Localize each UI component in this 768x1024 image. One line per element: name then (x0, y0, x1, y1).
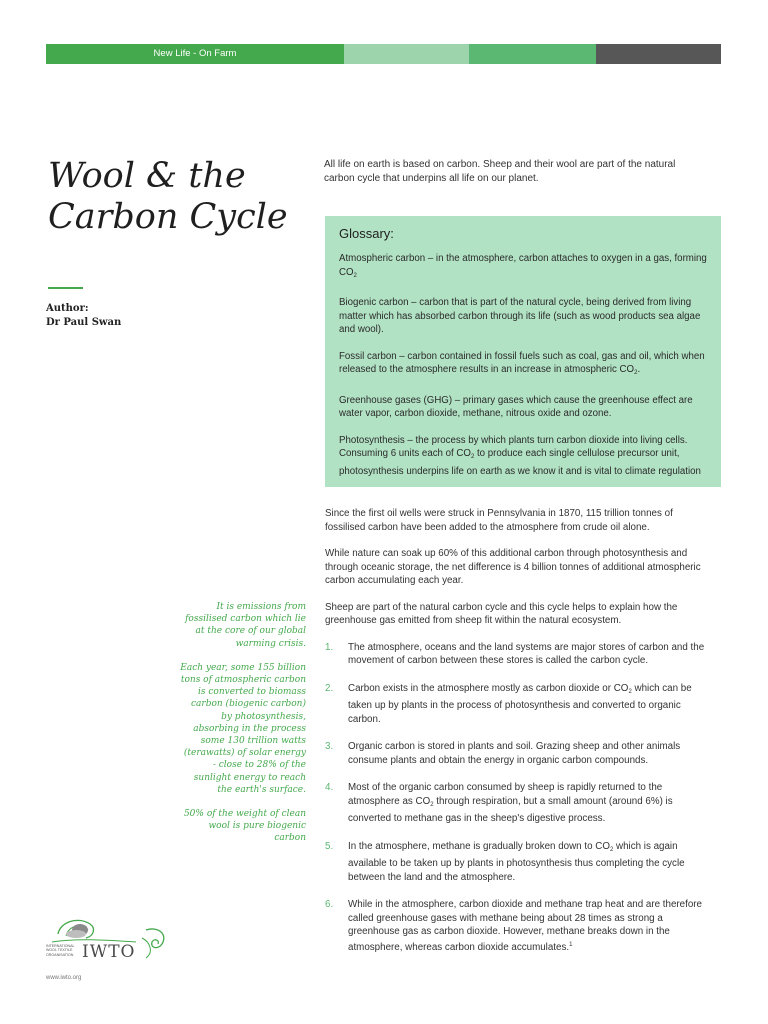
title-line: Wool & the (48, 156, 246, 196)
logo-org-text: INTERNATIONAL WOOL TEXTILE ORGANISATION (46, 944, 75, 957)
paragraph: Sheep are part of the natural carbon cycle and this cycle helps to explain how the greenhouse gas emitted from sheep fit within the natural ecosystem. (325, 601, 678, 626)
intro-text: All life on earth is based on carbon. Sheep and their wool are part of the natural carbon cycle that underpins all life on our planet. (324, 159, 676, 184)
pull-quote (180, 601, 306, 857)
header-segment (344, 44, 469, 64)
paragraph: While nature can soak up 60% of this additional carbon through photosynthesis and through oceanic storage, the net difference is 4 billion tonnes of additional atmospheric carbon accumulating each year. (325, 548, 701, 586)
numbered-list (325, 641, 715, 955)
author-name: Dr Paul Swan (46, 317, 122, 328)
footer-url: www.iwto.org (46, 975, 82, 981)
list-item: 3. Organic carbon is stored in plants and soil. Grazing sheep and other animals consume plants and obtain the energy in organic carbon compounds. (325, 741, 681, 766)
pull-quote-text: 50% of the weight of clean wool is pure biogenic carbon (183, 809, 306, 844)
list-item: 6. While in the atmosphere, carbon dioxide and methane trap heat and are therefore called greenhouse gases with methane being about 28 times as strong a greenhouse gas as carbon dioxide. However, methane breaks down in the atmosphere, whereas carbon dioxide accumulates.$^1$ (325, 899, 702, 953)
glossary-entry: Fossil carbon – carbon contained in fossil fuels such as coal, gas and oil, which when released to the atmosphere results in an increase in atmospheric $CO_2$. (339, 350, 705, 376)
glossary-entry: Biogenic carbon – carbon that is part of the natural cycle, being derived from living matter which has absorbed carbon through its life (such as wood products sea algae and wool). (339, 297, 701, 335)
glossary-entry: Atmospheric carbon – in the atmosphere, carbon attaches to oxygen in a gas, forming $CO_2$ (339, 253, 707, 279)
page-title (48, 156, 298, 238)
header-bar (46, 44, 721, 64)
divider (48, 287, 83, 289)
glossary-entry: Photosynthesis – the process by which plants turn carbon dioxide into living cells. Consuming 6 units each of $CO_2$ to produce each single cellulose precursor unit, photosynthesis underpins life on earth as we know it and is vital to climate regulation (339, 434, 701, 477)
glossary-entry: Greenhouse gases (GHG) – primary gases which cause the greenhouse effect are water vapor, carbon dioxide, methane, nitrous oxide and ozone. (339, 394, 693, 419)
list-item: 2. Carbon exists in the atmosphere mostly as carbon dioxide or $CO_2$ which can be taken up by plants in the process of photosynthesis and converted to organic carbon. (325, 682, 692, 725)
pull-quote-text: Each year, some 155 billion tons of atmospheric carbon is converted to biomass carbon (biogenic carbon) by photosynthesis, absorbing in the process some 130 trillion watts (terawatts) of solar energy - close to 28% of the sunlight energy to reach the earth's surface. (180, 662, 306, 795)
body-text (325, 507, 715, 968)
author-block (46, 302, 121, 330)
author-label: Author: (46, 303, 89, 314)
header-segment (469, 44, 596, 64)
glossary-box (325, 216, 721, 487)
header-segment (596, 44, 721, 64)
list-item: 5. In the atmosphere, methane is gradually broken down to $CO_2$ which is again available to be taken up by plants in photosynthesis thus completing the cycle between the land and the atmosphere. (325, 840, 685, 883)
glossary-heading: Glossary: (339, 226, 394, 241)
list-item: 1. The atmosphere, oceans and the land systems are major stores of carbon and the movement of carbon between these stores is called the carbon cycle. (325, 641, 705, 666)
pull-quote-text: It is emissions from fossilised carbon which lie at the core of our global warming crisis. (185, 602, 306, 649)
paragraph: Since the first oil wells were struck in Pennsylvania in 1870, 115 trillion tonnes of fossilised carbon have been added to the atmosphere from crude oil alone. (325, 508, 673, 533)
logo-text: IWTO (82, 942, 136, 962)
list-item: 4. Most of the organic carbon consumed by sheep is rapidly returned to the atmosphere as $CO_2$ through respiration, but a small amount (around 6%) is converted to methane gas in the sheep's digestive process. (325, 782, 673, 824)
header-label: New Life - On Farm (46, 44, 344, 64)
title-line: Carbon Cycle (48, 197, 288, 237)
